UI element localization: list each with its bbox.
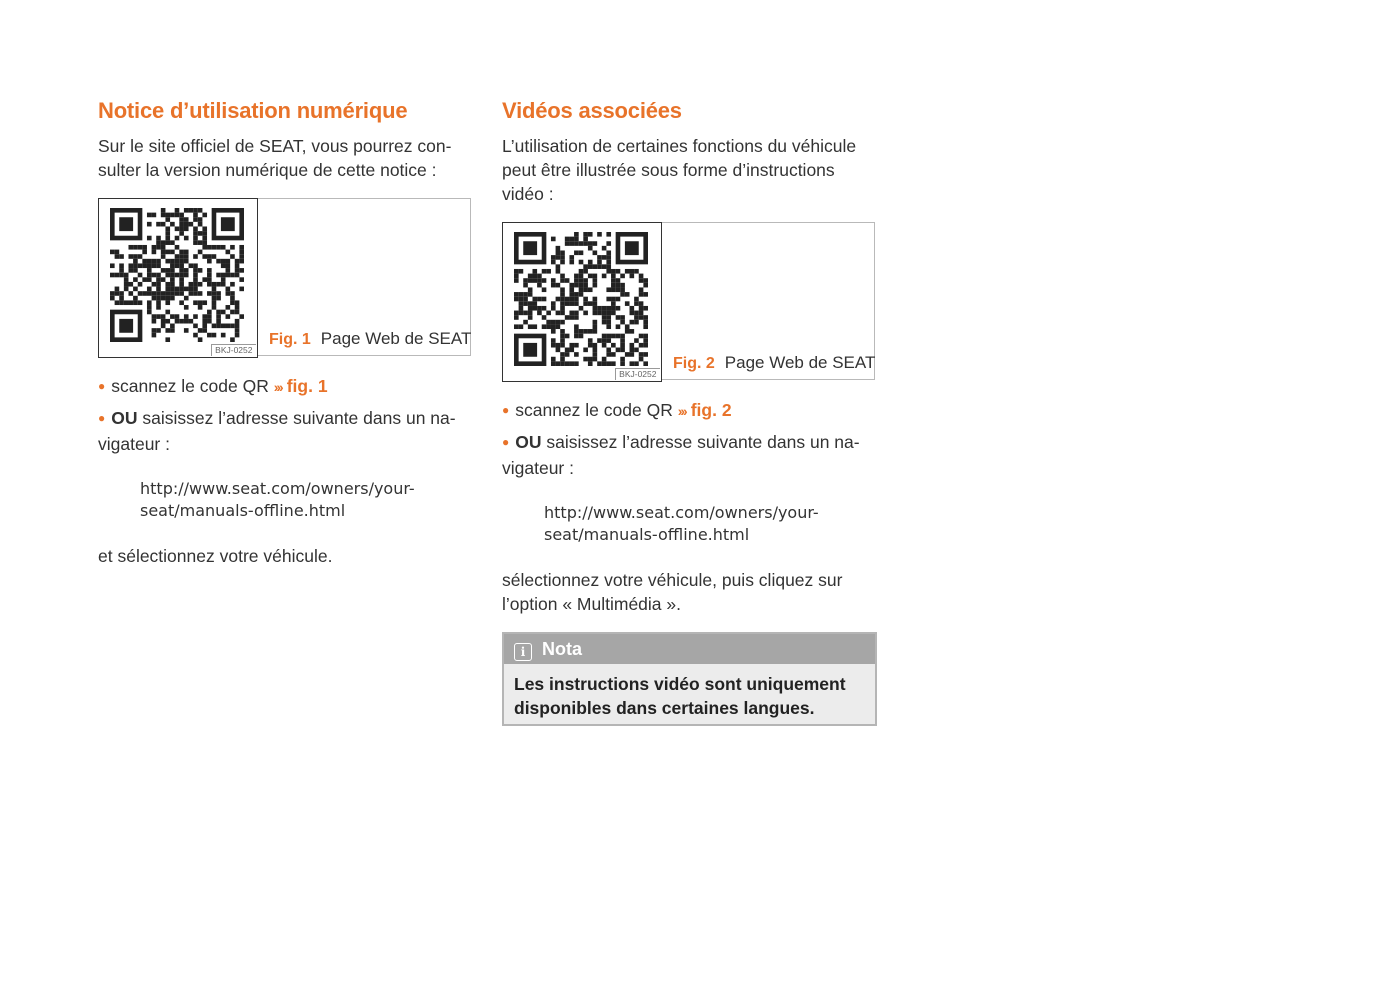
list-item (98, 374, 474, 400)
intro-text: L’utilisation de certaines fonctions du véhicule peut être illustrée sous forme d’instructions vidéo : (502, 136, 857, 204)
bullet-text: scannez le code QR (111, 376, 269, 396)
figure-code: BKJ-0252 (211, 344, 255, 356)
bullet-text: saisissez l’adresse suivante dans un na- vigateur : (502, 432, 860, 478)
manual-url[interactable]: http://www.seat.com/owners/your- seat/manuals-offline.html (544, 503, 819, 544)
figure-reference-link[interactable] (678, 400, 732, 420)
section-related-videos (502, 96, 878, 726)
closing-text: et sélectionnez votre véhicule. (98, 546, 333, 566)
note-box (502, 632, 877, 726)
bullet-icon: ● (502, 403, 510, 417)
figure-caption-text: Page Web de SEAT (320, 329, 472, 348)
qr-code-icon (514, 232, 648, 366)
figure-reference-link[interactable] (274, 376, 328, 396)
qr-code-icon (110, 208, 244, 342)
figure-2 (502, 222, 875, 380)
intro-text: Sur le site officiel de SEAT, vous pourrez con- sulter la version numérique de cette notice : (98, 136, 452, 180)
figure-reference-text: fig. 1 (286, 376, 328, 396)
qr-code-image[interactable] (98, 198, 258, 358)
note-header (504, 634, 875, 664)
bullet-strong: OU (515, 432, 542, 452)
bullet-text: saisissez l’adresse suivante dans un na- vigateur : (98, 408, 456, 454)
info-icon: i (514, 643, 532, 661)
figure-code: BKJ-0252 (615, 368, 659, 380)
bullet-icon: ● (502, 435, 510, 449)
figure-caption (269, 328, 471, 351)
qr-code-image[interactable] (502, 222, 662, 382)
list-item (98, 406, 474, 456)
bullet-text: scannez le code QR (515, 400, 673, 420)
closing-text: sélectionnez votre véhicule, puis cliquez sur l’option « Multimédia ». (502, 570, 843, 614)
figure-reference-text: fig. 2 (690, 400, 732, 420)
reference-arrows-icon: ››› (677, 403, 686, 419)
figure-caption (673, 352, 875, 375)
figure-label: Fig. 2 (673, 355, 715, 372)
figure-caption-text: Page Web de SEAT (724, 353, 876, 372)
list-item (502, 430, 878, 480)
section-title: Vidéos associées (502, 98, 682, 123)
section-digital-manual (98, 96, 474, 568)
figure-1 (98, 198, 471, 356)
bullet-strong: OU (111, 408, 138, 428)
note-body: Les instructions vidéo sont uniquement disponibles dans certaines langues. (514, 674, 846, 718)
reference-arrows-icon: ››› (273, 379, 282, 395)
manual-url[interactable]: http://www.seat.com/owners/your- seat/manuals-offline.html (140, 479, 415, 520)
bullet-icon: ● (98, 379, 106, 393)
list-item (502, 398, 878, 424)
section-title: Notice d’utilisation numérique (98, 98, 408, 123)
note-title: Nota (542, 639, 582, 659)
figure-label: Fig. 1 (269, 331, 311, 348)
bullet-icon: ● (98, 411, 106, 425)
